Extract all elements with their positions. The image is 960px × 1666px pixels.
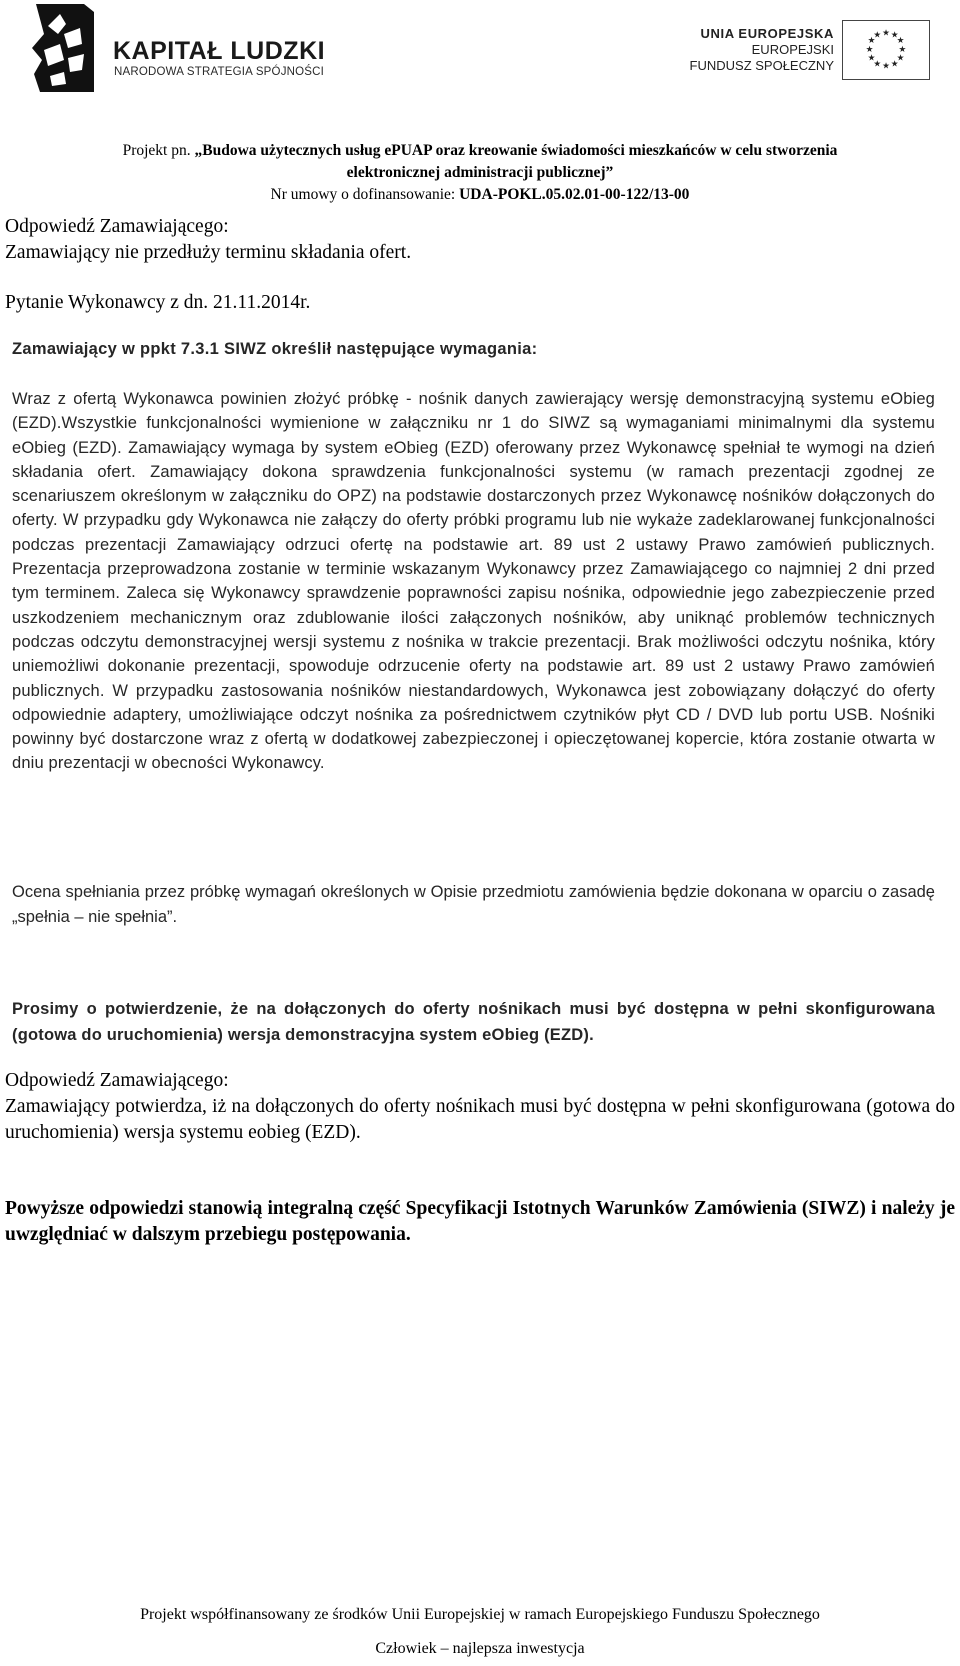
answer-2-heading: Odpowiedź Zamawiającego: bbox=[5, 1070, 229, 1091]
contract-number: UDA-POKL.05.02.01-00-122/13-00 bbox=[459, 186, 690, 203]
project-header bbox=[40, 140, 920, 206]
project-title-1: „Budowa użytecznych usług ePUAP oraz kreowanie świadomości mieszkańców w celu stworzenia bbox=[194, 142, 838, 159]
footer-line-2: Człowiek – najlepsza inwestycja bbox=[375, 1640, 585, 1657]
answer-1-heading: Odpowiedź Zamawiającego: bbox=[5, 216, 229, 237]
eu-line-2: EUROPEJSKI bbox=[751, 42, 834, 57]
contract-line bbox=[40, 184, 920, 206]
svg-text:★: ★ bbox=[882, 61, 890, 72]
kapital-ludzki-logo bbox=[30, 4, 360, 100]
question-2-heading: Pytanie Wykonawcy z dn. 21.11.2014r. bbox=[5, 292, 311, 313]
svg-text:★: ★ bbox=[896, 36, 905, 47]
svg-text:★: ★ bbox=[890, 59, 899, 70]
answer-1-block bbox=[5, 214, 955, 266]
kapital-ludzki-subtitle: NARODOWA STRATEGIA SPÓJNOŚCI bbox=[114, 66, 325, 78]
svg-text:★: ★ bbox=[873, 59, 882, 70]
closing-statement: Powyższe odpowiedzi stanowią integralną część Specyfikacji Istotnych Warunków Zamówienia (SIWZ) i należy je uwzględniać w dalszym przebiegu postępowania. bbox=[5, 1198, 955, 1245]
svg-text:★: ★ bbox=[867, 53, 876, 64]
answer-1-text: Zamawiający nie przedłuży terminu składania ofert. bbox=[5, 242, 412, 263]
eu-line-1: UNIA EUROPEJSKA bbox=[700, 26, 834, 41]
eu-logo bbox=[680, 18, 930, 84]
scan-rating: Ocena spełniania przez próbkę wymagań określonych w Opisie przedmiotu zamówienia będzie dokonana w oparciu o zasadę „spełnia – nie spełnia”. bbox=[12, 883, 935, 926]
scanned-question bbox=[12, 340, 937, 1060]
svg-text:★: ★ bbox=[896, 53, 905, 64]
scan-heading: Zamawiający w ppkt 7.3.1 SIWZ określił następujące wymagania: bbox=[12, 340, 538, 358]
answer-2-block bbox=[5, 1068, 955, 1146]
svg-text:★: ★ bbox=[873, 30, 882, 41]
eu-line-3: FUNDUSZ SPOŁECZNY bbox=[689, 58, 834, 73]
svg-text:★: ★ bbox=[898, 44, 907, 55]
svg-text:★: ★ bbox=[890, 30, 899, 41]
kapital-ludzki-emblem-icon bbox=[30, 4, 94, 96]
footer-line-1: Projekt współfinansowany ze środków Unii Europejskiej w ramach Europejskiego Funduszu Społecznego bbox=[140, 1606, 820, 1623]
scan-body: Wraz z ofertą Wykonawca powinien złożyć próbkę - nośnik danych zawierający wersję demonstracyjną systemu eObieg (EZD).Wszystkie funkcjonalności wymienione w załączniku nr 1 do SIWZ są wymaganiami minimalnymi dla systemu eObieg (EZD). Zamawiający wymaga by system eObieg (EZD) oferowany przez Wykonawcę spełniał te wymogi na dzień składania ofert. Zamawiający dokona sprawdzenia funkcjonalności systemu (w ramach prezentacji zgodnej ze scenariuszem określonym w załączniku do OPZ) na podstawie dostarczonych przez Wykonawcę nośników dołączonych do oferty. W przypadku gdy Wykonawca nie załączy do oferty próbki programu lub nie wykaże zadeklarowanej funkcjonalności podczas prezentacji Zamawiający odrzuci ofertę na podstawie art. 89 ust 2 ustawy Prawo zamówień publicznych. Prezentacja przeprowadzona zostanie w terminie wskazanym Wykonawcy przez Zamawiającego co najmniej 2 dni przed tym terminem. Zaleca się Wykonawcy sprawdzenie poprawności zapisu nośnika, odpowiednie jego zabezpieczenie przed uszkodzeniem mechanicznym oraz zdublowanie ilości załączonych nośników, aby uniknąć problemów technicznych podczas odczytu demonstracyjnej wersji systemu z nośnika w trakcie prezentacji. Brak możliwości odczytu nośnika, który uniemożliwi dokonanie prezentacji, spowoduje odrzucenie oferty na podstawie art. 89 ust 2 ustawy Prawo zamówień publicznych. W przypadku zastosowania nośników niestandardowych, Wykonawca jest zobowiązany dołączyć do oferty odpowiednie adaptery, umożliwiające odczyt nośnika za pośrednictwem czytników płyt CD / DVD lub portu USB. Nośniki powinny być dostarczone wraz z ofertą w dodatkowej zabezpieczonej i opieczętowanej kopercie, która zostanie otwarta w dniu prezentacji w obecności Wykonawcy. bbox=[12, 390, 935, 773]
page-footer bbox=[40, 1598, 920, 1666]
svg-text:★: ★ bbox=[882, 28, 890, 39]
project-title-2: elektronicznej administracji publicznej” bbox=[346, 164, 614, 181]
svg-text:★: ★ bbox=[865, 44, 874, 55]
eu-logo-text bbox=[690, 26, 834, 74]
answer-2-text: Zamawiający potwierdza, iż na dołączonych do oferty nośnikach musi być dostępna w pełni skonfigurowana (gotowa do uruchomienia) wersja systemu eobieg (EZD). bbox=[5, 1096, 955, 1143]
kapital-ludzki-title: KAPITAŁ LUDZKI bbox=[113, 37, 326, 65]
svg-text:★: ★ bbox=[867, 36, 876, 47]
contract-prefix: Nr umowy o dofinansowanie: bbox=[270, 186, 460, 203]
eu-flag-icon bbox=[842, 20, 930, 80]
project-title-line-1 bbox=[40, 140, 920, 162]
project-prefix: Projekt pn. bbox=[122, 142, 195, 159]
scan-question: Prosimy o potwierdzenie, że na dołączonych do oferty nośnikach musi być dostępna w pełni skonfigurowana (gotowa do uruchomienia) wersja demonstracyjna system eObieg (EZD). bbox=[12, 1000, 935, 1044]
